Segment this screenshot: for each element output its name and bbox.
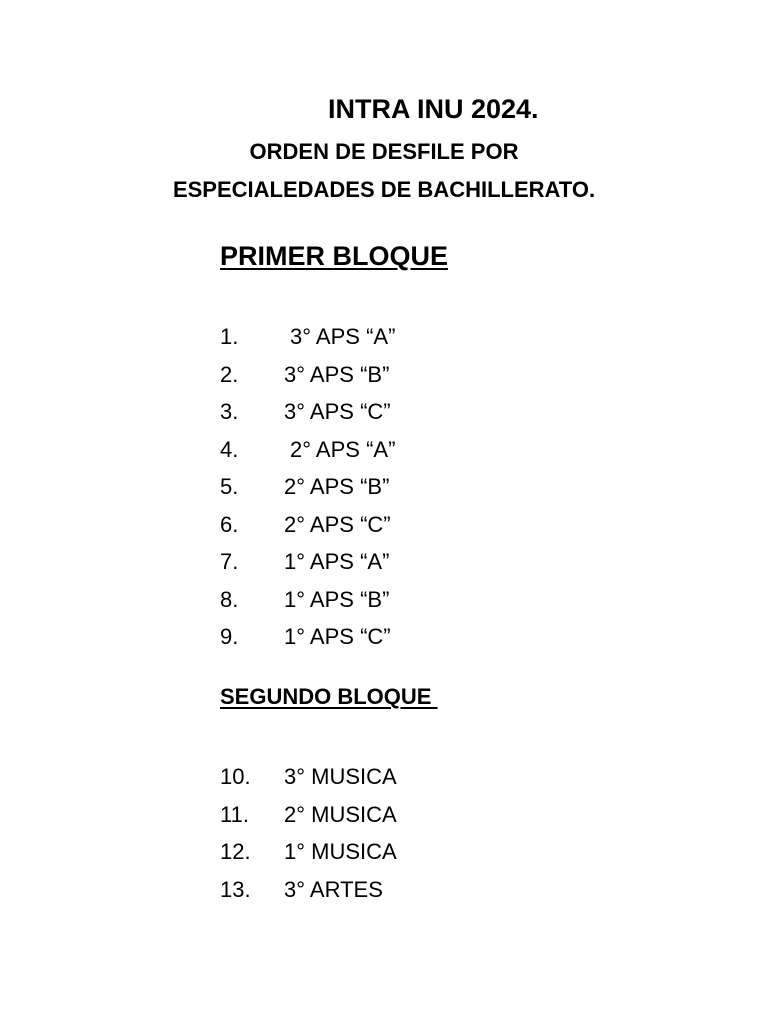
document-title: INTRA INU 2024. — [328, 94, 539, 124]
item-number: 11. — [220, 801, 249, 827]
item-text: 3° APS “A” — [290, 324, 396, 349]
item-text: 2° APS “A” — [290, 436, 396, 462]
item-text: 2° MUSICA — [284, 801, 397, 827]
segundo-bloque-heading: SEGUNDO BLOQUE — [220, 684, 438, 709]
item-number: 7. — [220, 549, 239, 574]
item-number: 13. — [220, 876, 251, 902]
item-text: 3° APS “B” — [284, 361, 390, 387]
item-number: 6. — [220, 511, 239, 537]
item-text: 3° APS “C” — [284, 399, 391, 424]
item-text: 1° APS “A” — [284, 549, 390, 574]
item-text: 1° APS “C” — [284, 624, 391, 649]
item-number: 9. — [220, 624, 239, 649]
item-number: 5. — [220, 474, 239, 499]
item-text: 3° ARTES — [284, 876, 383, 902]
item-number: 12. — [220, 839, 251, 864]
item-text: 2° APS “B” — [284, 474, 390, 499]
item-number: 1. — [220, 324, 239, 349]
item-number: 8. — [220, 586, 239, 612]
item-number: 2. — [220, 361, 239, 387]
primer-bloque-heading: PRIMER BLOQUE — [220, 241, 449, 271]
document-subtitle-line-2: ESPECIALEDADES DE BACHILLERATO. — [172, 177, 596, 202]
item-number: 10. — [220, 764, 251, 789]
item-text: 3° MUSICA — [284, 764, 397, 789]
item-text: 1° APS “B” — [284, 586, 390, 612]
item-text: 2° APS “C” — [284, 511, 391, 537]
item-number: 3. — [220, 399, 239, 424]
document-subtitle-line-1: ORDEN DE DESFILE POR — [249, 139, 519, 164]
item-text: 1° MUSICA — [284, 839, 397, 864]
item-number: 4. — [220, 436, 239, 462]
